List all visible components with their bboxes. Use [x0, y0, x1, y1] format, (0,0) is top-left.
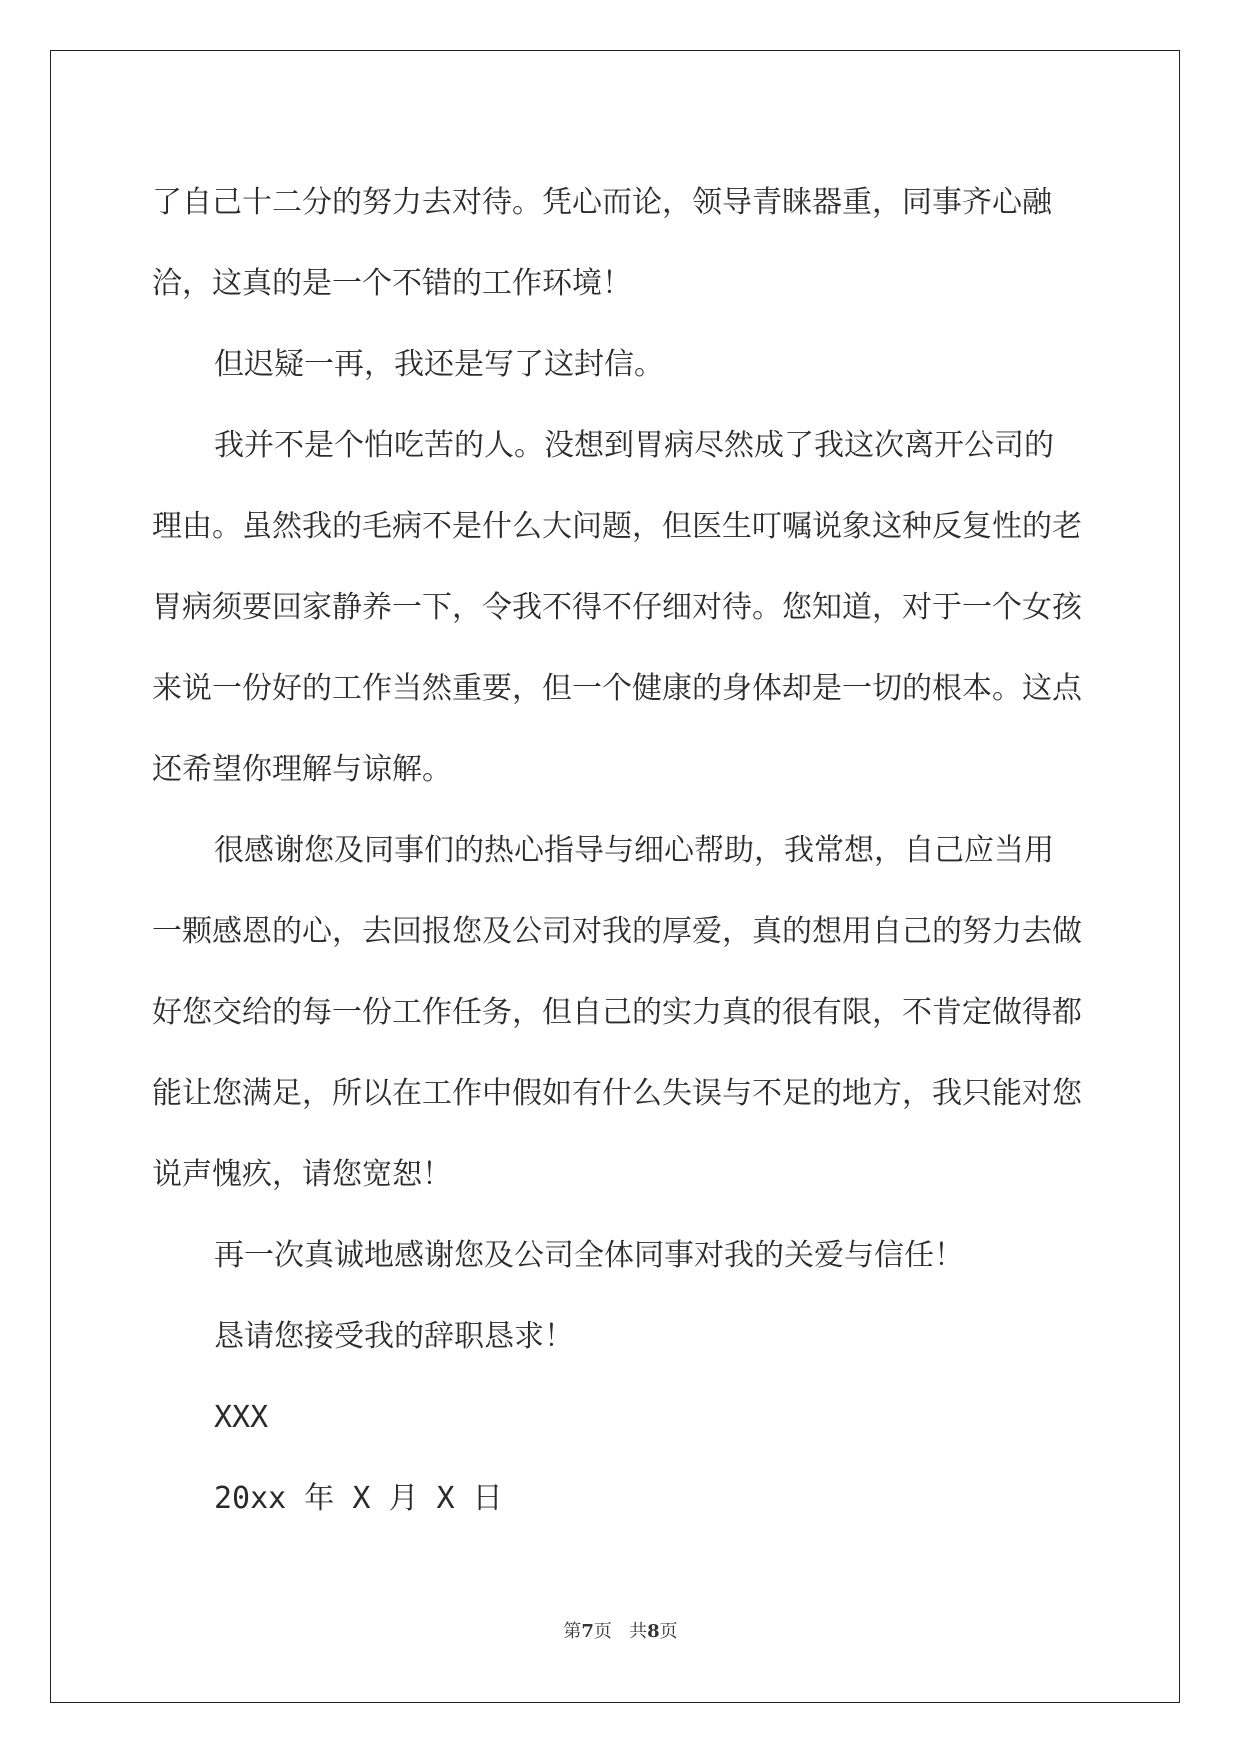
paragraph-5: 再一次真诚地感谢您及公司全体同事对我的关爱与信任！ [214, 1238, 964, 1273]
page-footer [0, 1617, 1241, 1643]
signature-date: 20xx 年 X 月 X 日 [214, 1481, 503, 1516]
footer-current-page: 7 [581, 1621, 594, 1642]
footer-page-prefix: 第 [563, 1621, 582, 1642]
footer-total-pages: 8 [647, 1621, 660, 1642]
paragraph-1: 了自己十二分的努力去对待。凭心而论，领导青睐器重，同事齐心融洽，这真的是一个不错的工作环境！ [152, 185, 1052, 301]
letter-body [152, 162, 1082, 1539]
footer-page-suffix: 页 [593, 1621, 612, 1642]
paragraph-6: 恳请您接受我的辞职恳求！ [214, 1319, 574, 1354]
footer-total-prefix: 共 [629, 1621, 648, 1642]
paragraph-2: 但迟疑一再，我还是写了这封信。 [214, 347, 664, 382]
signature-name: XXX [214, 1400, 269, 1435]
paragraph-3: 我并不是个怕吃苦的人。没想到胃病尽然成了我这次离开公司的理由。虽然我的毛病不是什么大问题，但医生叮嘱说象这种反复性的老胃病须要回家静养一下，令我不得不仔细对待。您知道，对于一个女孩来说一份好的工作当然重要，但一个健康的身体却是一切的根本。这点还希望你理解与谅解。 [152, 428, 1082, 787]
paragraph-4: 很感谢您及同事们的热心指导与细心帮助，我常想，自己应当用一颗感恩的心，去回报您及公司对我的厚爱，真的想用自己的努力去做好您交给的每一份工作任务，但自己的实力真的很有限，不肯定做得都能让您满足，所以在工作中假如有什么失误与不足的地方，我只能对您说声愧疚，请您宽恕！ [152, 833, 1082, 1192]
footer-total-suffix: 页 [659, 1621, 678, 1642]
